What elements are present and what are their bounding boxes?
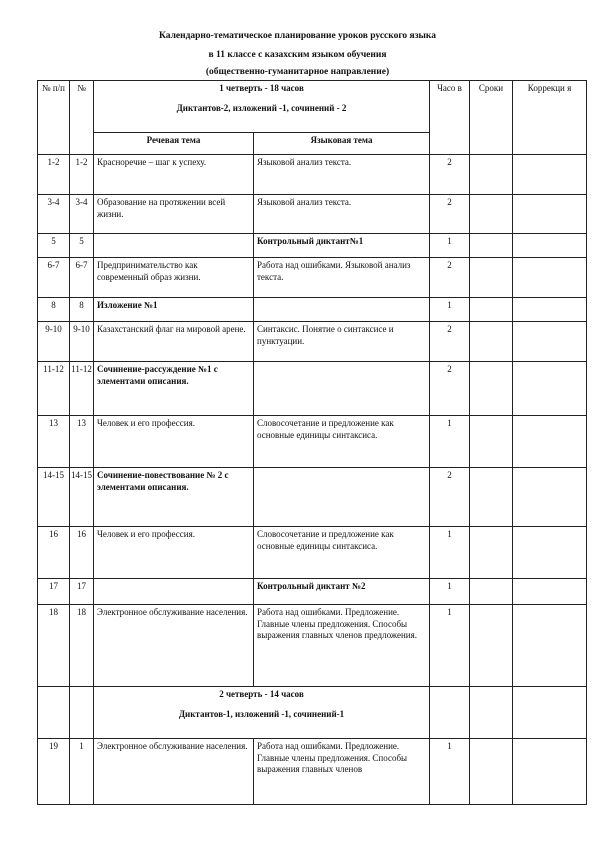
header-row (38, 81, 587, 133)
row-number: 1-2 (38, 155, 70, 195)
row-lesson-number: 18 (70, 605, 94, 687)
table-row (38, 298, 587, 322)
row-dates (470, 416, 513, 468)
header-speech-topic: Речевая тема (94, 133, 254, 155)
row-language-topic: Словосочетание и предложение как основные единицы синтаксиса. (254, 527, 430, 579)
header-hours: Часо в (430, 81, 470, 155)
row-language-topic: Словосочетание и предложение как основные единицы синтаксиса. (254, 416, 430, 468)
header-num: № (70, 81, 94, 155)
row-lesson-number: 17 (70, 579, 94, 605)
row-number: 11-12 (38, 362, 70, 416)
row-lesson-number: 9-10 (70, 322, 94, 362)
quarter1-title: 1 четверть - 18 часов (219, 83, 304, 93)
row-correction (513, 298, 587, 322)
plan-table (37, 80, 587, 805)
row-correction (513, 234, 587, 258)
row-number: 14-15 (38, 468, 70, 527)
quarter2-empty-3 (430, 687, 470, 739)
title-line-1: Календарно-тематическое планирование уроков русского языка (158, 31, 437, 41)
row-hours: 1 (430, 527, 470, 579)
row-dates (470, 298, 513, 322)
row-hours: 1 (430, 739, 470, 805)
row-language-topic: Работа над ошибками. Предложение. Главные члены предложения. Способы выражения главных членов предложения. (254, 605, 430, 687)
header-dates: Сроки (470, 81, 513, 155)
quarter2-row (38, 687, 587, 739)
row-speech-topic: Казахстанский флаг на мировой арене. (94, 322, 254, 362)
row-dates (470, 258, 513, 298)
row-hours: 2 (430, 258, 470, 298)
quarter2-empty-4 (470, 687, 513, 739)
table-row (38, 579, 587, 605)
title-line-2: в 11 классе с казахским языком обучения (208, 50, 387, 60)
row-number: 8 (38, 298, 70, 322)
table-row (38, 234, 587, 258)
row-language-topic: Контрольный диктант№1 (254, 234, 430, 258)
row-language-topic: Синтаксис. Понятие о синтаксисе и пунктуации. (254, 322, 430, 362)
row-number: 5 (38, 234, 70, 258)
row-speech-topic (94, 234, 254, 258)
row-number: 6-7 (38, 258, 70, 298)
row-lesson-number: 11-12 (70, 362, 94, 416)
row-hours: 1 (430, 298, 470, 322)
row-correction (513, 362, 587, 416)
table-row (38, 155, 587, 195)
row-hours: 2 (430, 195, 470, 234)
header-correction: Коррекци я (513, 81, 587, 155)
row-dates (470, 468, 513, 527)
row-lesson-number: 8 (70, 298, 94, 322)
row-number: 19 (38, 739, 70, 805)
title-line-3: (общественно-гуманитарное направление) (205, 67, 390, 77)
row-dates (470, 739, 513, 805)
table-row (38, 258, 587, 298)
row-dates (470, 527, 513, 579)
row-language-topic: Языковой анализ текста. (254, 195, 430, 234)
row-number: 16 (38, 527, 70, 579)
quarter2-header (94, 687, 430, 739)
table-row (38, 322, 587, 362)
table-row (38, 527, 587, 579)
row-correction (513, 322, 587, 362)
row-correction (513, 155, 587, 195)
row-language-topic (254, 298, 430, 322)
row-lesson-number: 1 (70, 739, 94, 805)
row-dates (470, 234, 513, 258)
row-lesson-number: 6-7 (70, 258, 94, 298)
table-row (38, 468, 587, 527)
quarter2-counts: Диктантов-1, изложений -1, сочинений-1 (178, 708, 345, 719)
row-dates (470, 195, 513, 234)
row-correction (513, 579, 587, 605)
row-lesson-number: 3-4 (70, 195, 94, 234)
row-hours: 1 (430, 605, 470, 687)
row-correction (513, 527, 587, 579)
table-row (38, 362, 587, 416)
row-number: 13 (38, 416, 70, 468)
row-hours: 2 (430, 322, 470, 362)
row-language-topic: Контрольный диктант №2 (254, 579, 430, 605)
quarter2-empty-1 (38, 687, 70, 739)
row-speech-topic: Образование на протяжении всей жизни. (94, 195, 254, 234)
row-speech-topic: Красноречие – шаг к успеху. (94, 155, 254, 195)
row-speech-topic (94, 579, 254, 605)
quarter1-counts: Диктантов-2, изложений -1, сочинений - 2 (176, 102, 347, 113)
row-number: 3-4 (38, 195, 70, 234)
quarter2-empty-5 (513, 687, 587, 739)
row-lesson-number: 5 (70, 234, 94, 258)
row-dates (470, 605, 513, 687)
row-language-topic: Языковой анализ текста. (254, 155, 430, 195)
row-speech-topic: Сочинение-рассуждение №1 с элементами описания. (94, 362, 254, 416)
header-language-topic: Языковая тема (254, 133, 430, 155)
row-speech-topic: Изложение №1 (94, 298, 254, 322)
row-hours: 2 (430, 468, 470, 527)
row-lesson-number: 16 (70, 527, 94, 579)
row-correction (513, 258, 587, 298)
table-row (38, 195, 587, 234)
table-row (38, 416, 587, 468)
row-language-topic (254, 468, 430, 527)
row-speech-topic: Предпринимательство как современный образ жизни. (94, 258, 254, 298)
row-language-topic: Работа над ошибками. Языковой анализ текста. (254, 258, 430, 298)
row-number: 18 (38, 605, 70, 687)
row-dates (470, 322, 513, 362)
quarter1-header (94, 81, 430, 133)
row-hours: 1 (430, 234, 470, 258)
quarter2-empty-2 (70, 687, 94, 739)
row-hours: 2 (430, 155, 470, 195)
row-number: 17 (38, 579, 70, 605)
row-speech-topic: Электронное обслуживание населения. (94, 739, 254, 805)
row-speech-topic: Электронное обслуживание населения. (94, 605, 254, 687)
row-language-topic (254, 362, 430, 416)
row-correction (513, 195, 587, 234)
row-hours: 1 (430, 579, 470, 605)
row-dates (470, 579, 513, 605)
row-lesson-number: 13 (70, 416, 94, 468)
row-correction (513, 468, 587, 527)
row-correction (513, 605, 587, 687)
quarter2-title: 2 четверть - 14 часов (219, 689, 304, 699)
row-number: 9-10 (38, 322, 70, 362)
row-speech-topic: Человек и его профессия. (94, 527, 254, 579)
row-dates (470, 155, 513, 195)
row-speech-topic: Человек и его профессия. (94, 416, 254, 468)
row-correction (513, 739, 587, 805)
table-row (38, 605, 587, 687)
header-npp: № п/п (38, 81, 70, 155)
row-correction (513, 416, 587, 468)
row-hours: 2 (430, 362, 470, 416)
table-row (38, 739, 587, 805)
row-hours: 1 (430, 416, 470, 468)
row-speech-topic: Сочинение-повествование № 2 с элементами описания. (94, 468, 254, 527)
row-dates (470, 362, 513, 416)
row-lesson-number: 14-15 (70, 468, 94, 527)
row-language-topic: Работа над ошибками. Предложение. Главные члены предложения. Способы выражения главных членов (254, 739, 430, 805)
row-lesson-number: 1-2 (70, 155, 94, 195)
